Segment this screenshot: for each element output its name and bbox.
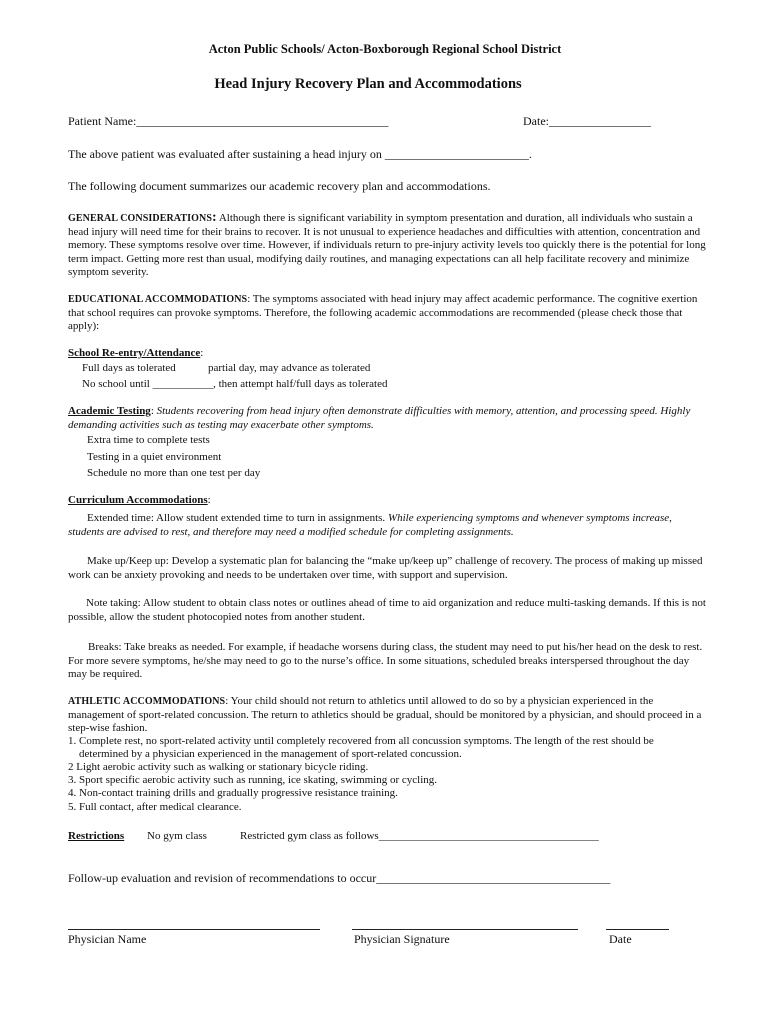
athletic-step-4: 4. Non-contact training drills and gradually progressive resistance training. [68,787,398,799]
athletic-accommodations [68,695,708,736]
school-reentry-colon: : [200,347,204,359]
testing-option-quiet-environment[interactable]: Testing in a quiet environment [87,451,222,463]
patient-name-field[interactable]: Patient Name:__________________________________________ [68,114,389,128]
option-full-days[interactable]: Full days as tolerated [82,362,176,374]
educational-body: : The symptoms associated with head injury may affect academic performance. The cognitive exertion that school requires can provoke symptoms. Therefore, the following academic accommodations are recommended (please check those that apply): [68,293,698,332]
athletic-step-3: 3. Sport specific aerobic activity such as running, ice skating, swimming or cycling. [68,774,438,786]
educational-heading: EDUCATIONAL ACCOMMODATIONS [68,294,248,305]
extended-time-text: Extended time: Allow student extended time to turn in assignments. [87,512,388,524]
curriculum-notetaking[interactable]: Note taking: Allow student to obtain class notes or outlines ahead of time to aid organization and reduce multi-tasking demands. If this is not possible, allow the student photocopied notes from another student. [68,597,706,623]
option-restricted-gym[interactable]: Restricted gym class as follows________________________________________ [240,830,599,842]
document-title: Head Injury Recovery Plan and Accommodations [214,76,522,92]
athletic-step-5: 5. Full contact, after medical clearance. [68,801,242,813]
physician-signature-label: Physician Signature [354,932,450,946]
general-heading: GENERAL CONSIDERATIONS [68,213,212,224]
athletic-step-1: 1. Complete rest, no sport-related activity until completely recovered from all concussion symptoms. The length of the rest should be [68,735,654,747]
general-body: Although there is significant variability in symptom presentation and duration, all individuals who sustain a head injury will need time for their brains to recover. It is not unusual to experience headaches and difficulties with attention, concentration and memory. These symptoms resolve over time. However, if individuals return to pre-injury activity levels too quickly there is the potential for long term impact. Getting more rest than usual, modifying daily routines, and managing expectations can all help facilitate recovery and minimize symptom severity. [68,212,706,278]
extended-time-note: While experiencing symptoms and whenever symptoms increase, students are advised to rest, and therefore may need a modified schedule for completing assignments. [68,512,672,538]
testing-option-extra-time[interactable]: Extra time to complete tests [87,434,210,446]
physician-signature-line[interactable] [352,929,578,930]
evaluated-statement: The above patient was evaluated after sustaining a head injury on ________________________. [68,147,532,161]
date-line[interactable] [606,929,669,930]
district-header: Acton Public Schools/ Acton-Boxborough Regional School District [208,42,562,56]
school-reentry-heading: School Re-entry/Attendance [68,347,201,359]
date-field[interactable]: Date:_________________ [523,114,651,128]
restrictions-heading: Restrictions [68,830,125,842]
academic-testing-heading: Academic Testing [68,405,151,417]
athletic-step-2: 2 Light aerobic activity such as walking or stationary bicycle riding. [68,761,369,773]
summary-statement: The following document summarizes our academic recovery plan and accommodations. [68,179,491,193]
curriculum-breaks[interactable]: Breaks: Take breaks as needed. For example, if headache worsens during class, the student may need to put his/her head on the desk to rest. For more severe symptoms, he/she may need to go to the nurse’s office. In some situations, scheduled breaks interspersed throughout the day may be required. [68,641,703,680]
followup-field[interactable]: Follow-up evaluation and revision of recommendations to occur_______________________________________ [68,871,611,885]
date-label: Date [609,932,632,946]
academic-testing [68,405,713,432]
general-colon: : [212,210,217,225]
academic-testing-note: Students recovering from head injury often demonstrate difficulties with memory, attention, and processing speed. Highly demanding activities such as testing may exacerbate other symptoms. [68,405,691,431]
curriculum-colon: : [207,494,211,506]
school-reentry-heading-row [68,347,203,359]
curriculum-makeup[interactable]: Make up/Keep up: Develop a systematic plan for balancing the “make up/keep up” challenge of recovery. The process of making up missed work can be anxiety provoking and needs to be undertaken over time, with support and supervision. [68,555,703,581]
academic-testing-colon: : [150,405,157,417]
athletic-body: : Your child should not return to athletics until allowed to do so by a physician experienced in the management of sport-related concussion. The return to athletics should be gradual, should be monitored by a physician, and should proceed in a step-wise fashion. [68,695,702,734]
curriculum-heading-row [68,494,211,506]
option-partial-day[interactable]: partial day, may advance as tolerated [208,362,371,374]
athletic-heading: ATHLETIC ACCOMMODATIONS [68,696,226,707]
physician-name-label: Physician Name [68,932,147,946]
general-considerations [68,211,708,280]
curriculum-heading: Curriculum Accommodations [68,494,208,506]
curriculum-extended-time[interactable] [68,512,708,539]
option-no-school[interactable]: No school until ___________, then attempt half/full days as tolerated [82,378,388,390]
educational-accommodations [68,293,708,334]
physician-name-line[interactable] [68,929,320,930]
testing-option-one-test[interactable]: Schedule no more than one test per day [87,467,261,479]
athletic-step-1-continued: determined by a physician experienced in the management of sport-related concussion. [79,748,462,760]
option-no-gym[interactable]: No gym class [147,830,207,842]
